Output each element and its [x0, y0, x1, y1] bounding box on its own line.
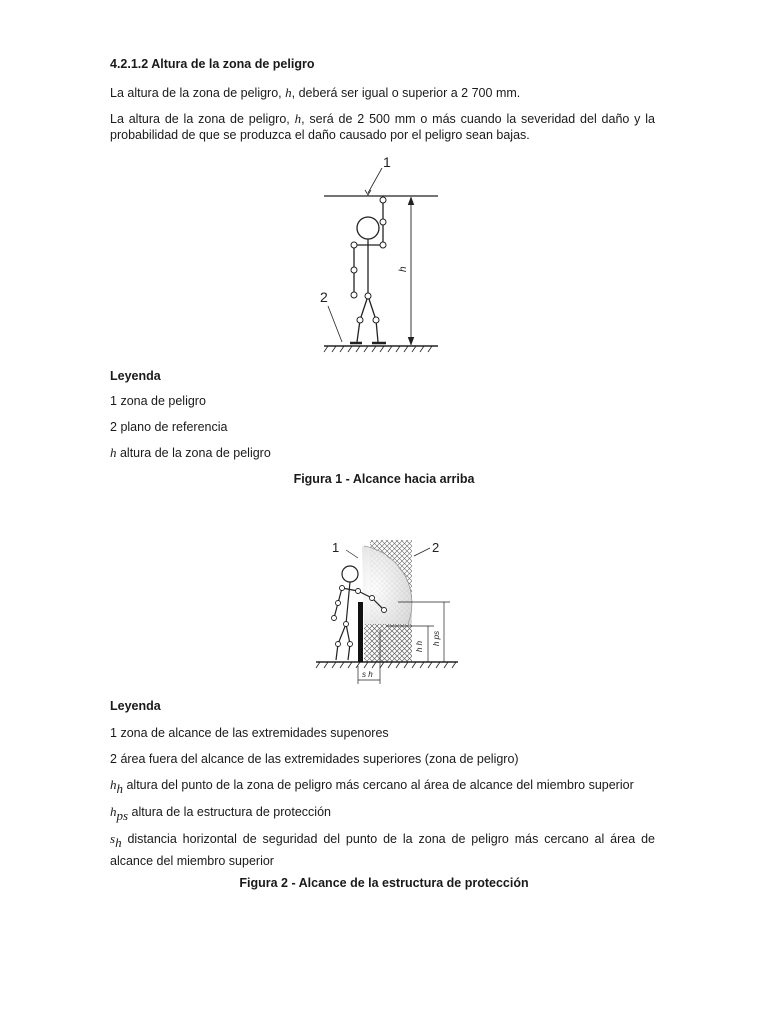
fig2-label-hh: h h — [415, 640, 424, 652]
figure-2-caption: Figura 2 - Alcance de la estructura de protección — [239, 876, 529, 890]
fig2-label-2: 2 — [432, 540, 440, 555]
fig2-label-hps: h ps — [432, 630, 441, 646]
fig2-legend-sub: ps — [116, 807, 129, 823]
p2-text-b: , será de 2 500 mm o más cuando la severidad del daño y la probabilidad de que se produzca el daño causado por el peligro sean bajas. — [110, 112, 655, 142]
ground-hatching-2 — [316, 662, 456, 668]
protective-structure — [358, 602, 363, 662]
fig1-legend-sym: 2 — [110, 420, 117, 434]
paragraph-2 — [110, 111, 655, 143]
figure-1-diagram — [310, 150, 450, 355]
fig2-legend-text: distancia horizontal de seguridad del punto de la zona de peligro más cercano al área de alcance del miembro superior — [110, 832, 655, 868]
fig2-legend-item — [110, 777, 634, 799]
fig2-legend-title: Leyenda — [110, 699, 161, 713]
fig1-legend-text: altura de la zona de peligro — [119, 446, 271, 460]
fig1-legend-text: zona de peligro — [120, 394, 206, 408]
fig2-legend-text: altura de la estructura de protección — [131, 805, 331, 819]
p1-text-b: , deberá ser igual o superior a 2 700 mm. — [291, 86, 521, 100]
paragraph-1 — [110, 85, 520, 101]
figure-1-caption: Figura 1 - Alcance hacia arriba — [293, 472, 475, 486]
fig1-legend-item — [110, 445, 271, 461]
fig2-legend-item — [110, 725, 389, 741]
p1-text-a: La altura de la zona de peligro, — [110, 86, 282, 100]
fig2-legend-text: área fuera del alcance de las extremidades superiores (zona de peligro) — [120, 752, 519, 766]
person-figure — [350, 197, 386, 343]
fig2-legend-sym: s — [110, 831, 116, 846]
fig1-legend-sym: h — [110, 445, 117, 460]
fig1-legend-item — [110, 393, 206, 409]
fig2-label-sh: s h — [362, 670, 373, 679]
fig1-legend-text: plano de referencia — [120, 420, 228, 434]
p2-symbol: h — [294, 111, 302, 126]
fig1-label-2: 2 — [320, 289, 328, 305]
fig2-legend-sym: 2 — [110, 752, 117, 766]
fig2-legend-sym: 1 — [110, 726, 117, 740]
fig2-legend-item — [110, 751, 519, 767]
fig2-legend-sub: h — [115, 834, 122, 850]
fig2-label-1: 1 — [332, 540, 340, 555]
fig2-legend-item — [110, 831, 655, 869]
fig1-legend-item — [110, 419, 227, 435]
fig2-legend-sym: h — [110, 804, 117, 819]
figure-2-diagram — [312, 536, 462, 686]
section-heading: 4.2.1.2 Altura de la zona de peligro — [110, 57, 315, 71]
fig2-legend-sym: h — [110, 777, 117, 792]
fig1-label-1: 1 — [383, 154, 391, 170]
ground-hatching — [324, 346, 432, 352]
fig1-label-h: h — [398, 266, 409, 272]
p2-text-a: La altura de la zona de peligro, — [110, 112, 290, 126]
p1-symbol: h — [285, 85, 292, 100]
fig2-legend-sub: h — [116, 780, 123, 796]
fig1-legend-title: Leyenda — [110, 369, 161, 383]
fig2-legend-item — [110, 804, 331, 826]
fig2-legend-text: zona de alcance de las extremidades supenores — [120, 726, 389, 740]
fig1-legend-sym: 1 — [110, 394, 117, 408]
fig2-legend-text: altura del punto de la zona de peligro más cercano al área de alcance del miembro superior — [126, 778, 634, 792]
